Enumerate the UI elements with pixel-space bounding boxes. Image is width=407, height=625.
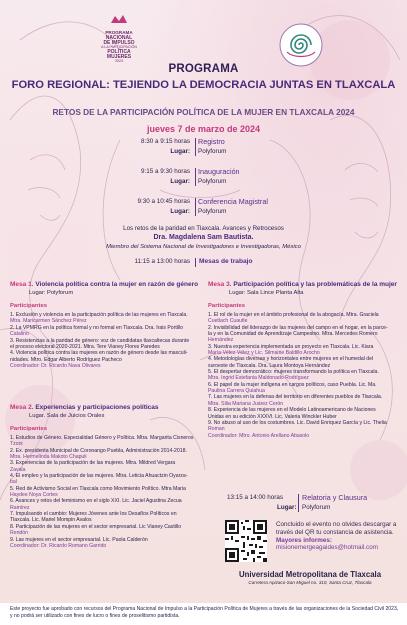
list-item: bal [10, 479, 17, 486]
logo-line-6: MUJERES [106, 54, 132, 61]
mesa-1-title [10, 281, 200, 288]
mesas-time: 11:15 a 13:00 horas [134, 258, 190, 265]
list-item: Cuetlach Cuautle [208, 318, 248, 325]
list-item: 8. Experiencia de las mujeres en el Modelo Latinoamericano de Naciones [208, 407, 376, 414]
schedule-time: 9:15 a 9:30 horas [140, 168, 190, 175]
logo-line-1: PROGRAMA [105, 29, 133, 35]
footer-disclaimer [0, 603, 407, 625]
closing-event: Relatoria y Clausura [302, 493, 368, 502]
mesas-label: Mesas de trabajo [199, 258, 253, 265]
conference-topic: Los retos de la paridad en Tlaxcala. Avances y Retrocesos [123, 225, 284, 232]
conference-speaker: Dra. Magdalena Sam Bautista. [153, 234, 254, 241]
list-item: Hernández [208, 337, 234, 344]
list-item: 4. Metodologías diversas y horizontales entre mujeres en el humedal del [208, 356, 374, 363]
forum-title: FORO REGIONAL: TEJIENDO LA DEMOCRACIA JUNTAS EN TLAXCALA [11, 79, 396, 91]
schedule-mesas [0, 258, 407, 270]
list-item: María Vélez Vélez y Lic. Silmairie Baldillo Arocho [208, 350, 320, 357]
list-item: la y en la Comunidad de Aprendizaje Campesino. Mtra. Mercedes Romero [208, 331, 378, 338]
list-item: Rendón [10, 530, 29, 537]
list-item: Coordinador: Dr. Ricardo Nava Olivares [10, 363, 101, 370]
mesa-2-title [10, 404, 200, 411]
mesa-3-title-text: Participación política y las problemáticas de la mujer [233, 281, 397, 288]
list-item: 7. Impulsando el cambio: Mujeres Jóvenes ante los Desafíos Políticos en [10, 511, 177, 518]
list-item: Tzoni [10, 441, 23, 448]
list-item: 5. Red de Activismo Social en Tlaxcala como Movimiento Político. Mtra Maria [10, 485, 186, 492]
list-item: nidades. Mtro. Edgar Alberto Rodríguez Pacheco [10, 356, 122, 363]
closing-time: 13:15 a 14:00 horas [227, 494, 284, 501]
logo-line-2: NACIONAL [105, 34, 133, 41]
list-item: Catalino [10, 331, 29, 338]
university-block [220, 570, 400, 585]
list-item: 9. No abuso al uso de los costumbres. Lic. David Enriquez García y Lic. Thelia [208, 419, 387, 426]
list-item: 1. Exclusión y violencia en la participación política de las mujeres en Tlaxcala. [10, 312, 188, 318]
mesa-2-tag: Mesa 2. [10, 404, 34, 411]
list-item: 3. Nuestra experiencia implementada un proyecto en Tlaxcala. Lic. Kiara [208, 343, 374, 350]
list-item: Mtra. Silia Mariana Juárez Cerón [208, 400, 284, 407]
mesa-1-participants-label: Participantes [10, 303, 47, 309]
contact-email[interactable]: misionemergeagaides@hotmail.com [276, 544, 378, 552]
list-item: Tlaxcala. Lic. Mariel Mompin Avalos [10, 517, 92, 524]
closing-place: Polyforum [302, 504, 331, 511]
contact-block [276, 521, 400, 552]
mesa-2-list [10, 435, 205, 549]
mesa-1-place: Lugar: Polyforum [29, 290, 74, 296]
list-item: Mtra. Hermelinda Makoto Chapuli [10, 454, 87, 461]
list-item: 2. Ex. presidenta Municipal de Coronango Puebla, Administración 2014-2018. [10, 447, 187, 454]
program-logo [88, 14, 150, 64]
list-item: Roman [208, 426, 225, 433]
more-info-label: Mayores informes: [276, 536, 332, 544]
list-item: 7. Las mujeres en la defensa del territorio en diferentes pueblos de Tlaxcala. [208, 394, 383, 401]
logo-line-4: A LA PARTICIPACIÓN [101, 45, 137, 50]
list-item: Unidas en su edición XXXVI. Lic. Valeria Winckler Huber [208, 413, 337, 420]
mesa-3-list [208, 312, 401, 439]
program-logo-icon [110, 14, 128, 24]
mesa-2-title-text: Experiencias y participaciones políticas [35, 404, 159, 411]
list-item: Zavala [10, 466, 26, 473]
logo-line-3: DE IMPULSO [103, 39, 135, 46]
closing-divider [298, 494, 299, 512]
list-item: el proceso electoral 2020-2021. Mtra. Tere Vianey Flores Paredes [10, 344, 160, 351]
schedule-place-label: Lugar: [170, 208, 190, 215]
mesa-3-participants-label: Participantes [208, 303, 245, 309]
schedule-place: Polyforum [198, 208, 227, 215]
list-item: 9. Las mujeres en el sector empresarial. Lic. Paola Calderón [10, 536, 148, 543]
list-item: 6. Avances y retos del feminismo en el siglo XXI. Lic. Jaciel Agustina Zecua [10, 498, 182, 505]
schedule-event: Registro [198, 137, 225, 146]
list-item: Mtra. Maricarmen Sánchez Pérez [10, 318, 87, 325]
list-item: Mtra. Ingrid Estefania Maldonado Rodríguez [208, 375, 309, 382]
schedule-place-label: Lugar: [170, 148, 190, 155]
list-item: Coordinador: Mtro. Antonio Arellano Abasolo [208, 432, 310, 439]
list-item: 3. Experiencias de la participación de las mujeres. Mtra. Mildred Vergara [10, 460, 176, 467]
list-item: 2. La VPMRG en la política formal y no formal en Tlaxcala. Dra. Irais Portillo [10, 324, 184, 331]
schedule-conferencia [0, 198, 407, 222]
list-item: 8. Participación de las mujeres en el sector empresarial. Lic Vianey Castillo [10, 523, 182, 530]
schedule-inauguracion [0, 168, 407, 192]
list-item: Coordinador: Dr. Ricardo Romano Garrido [10, 542, 107, 549]
event-date: jueves 7 de marzo de 2024 [146, 124, 261, 134]
list-item: 4. Violencia política contra las mujeres en razón de género desde las masculi- [10, 350, 188, 357]
schedule-place: Polyforum [198, 178, 227, 185]
logo-line-5: POLÍTICA [107, 48, 131, 55]
conference-affiliation: Miembro del Sistema Nacional de Investigadores e Investigadoras, México [106, 244, 301, 250]
mesa-1-tag: Mesa 1. [10, 281, 34, 288]
footer-text: Este proyecto fue aprobado con recursos del Programa Nacional de Impulso a la Participación Política de Mujeres a través de las organizaciones de la Sociedad Civil 2023, y no podrá ser utilizado con fines de lucro o fines de proselitismo partidista. [10, 606, 399, 619]
mesa-1-list [10, 312, 205, 370]
list-item: Haydee Noya Cortes [10, 492, 58, 499]
schedule-time: 9:30 a 10:45 horas [137, 198, 190, 205]
organization-spiral-logo [278, 22, 324, 68]
mesa-3-title [208, 281, 403, 288]
list-item: 4. El empleo y la participación de las mujeres. Mtra. Leticia Ahuactzin Oyarza- [10, 473, 188, 480]
certificate-notice: Concluido el evento no olvides descargar a través del QR tu constancia de asistencia. [276, 521, 397, 536]
schedule-place-label: Lugar: [170, 178, 190, 185]
schedule-registro [0, 138, 407, 162]
university-name: Universidad Metropolitana de Tlaxcala [238, 570, 382, 579]
closing-place-label: Lugar: [277, 504, 297, 511]
list-item: 1. Estudios de Género. Especialidad Género y Política. Mtra. Margarita Cisneros [10, 435, 194, 441]
list-item: suroeste de Tlaxcala. Dra. Laura Montoya Hernández [208, 362, 331, 369]
forum-subtitle: RETOS DE LA PARTICIPACIÓN POLÍTICA DE LA MUJER EN TLAXCALA 2024 [52, 107, 355, 117]
schedule-place: Polyforum [198, 148, 227, 155]
list-item: 6. El papel de la mujer indígena en cargos políticos, caso Puebla. Lic. Ma. [208, 381, 377, 388]
mesa-2-participants-label: Participantes [10, 426, 47, 432]
list-item: Ramírez [10, 504, 30, 511]
list-item: 3. Resistencias a la paridad de género: voz de candidatas tlaxcaltecas durante [10, 337, 190, 344]
qr-code[interactable] [225, 520, 267, 562]
schedule-time: 8:30 a 9:15 horas [140, 138, 190, 145]
program-heading: PROGRAMA [168, 63, 239, 75]
list-item: 5. El despertar democrático: mujeres transformando la política en Tlaxcala. [208, 369, 379, 376]
schedule-event: Conferencia Magistral [198, 197, 268, 206]
logo-line-7: 2023 [115, 59, 123, 64]
mesa-2-place: Lugar. Sala de Juicios Orales [29, 413, 105, 419]
list-item: 1. El rol de la mujer en el ámbito profesional de la abogacía. Mtra. Graciela [208, 312, 379, 318]
schedule-event: Inauguración [198, 167, 240, 176]
list-item: 2. Invisibilidad del liderazgo de las mujeres del campo en el hogar, en la parce- [208, 324, 388, 331]
mesa-3-tag: Mesa 3. [208, 281, 232, 288]
university-address: Carretera Apizaco-San Miguel no. 310, Santa Cruz, Tlaxcala [248, 580, 372, 585]
list-item: Paulina Carrera Quiahua [208, 388, 265, 395]
mesa-3-place: Lugar: Sala Lince Planta Alta [229, 290, 304, 296]
closing-slot [210, 494, 400, 516]
mesa-1-title-text: Violencia política contra la mujer en razón de género [35, 281, 199, 288]
